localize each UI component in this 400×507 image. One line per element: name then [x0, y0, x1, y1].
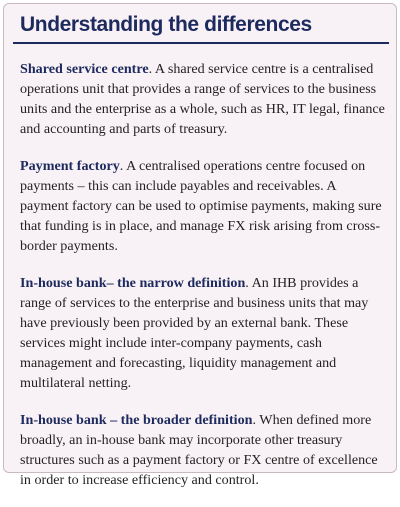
title-underline	[13, 42, 389, 44]
box-body	[20, 59, 386, 507]
definition-term: Shared service centre	[20, 61, 149, 77]
definition-term: In-house bank– the narrow definition	[20, 275, 246, 291]
definition-in-house-bank-broad	[20, 410, 386, 490]
definition-text: . When defined more broadly, an in-house bank may incorporate other treasury structures such as a payment factory or FX centre of excellence in order to increase efficiency and control.	[20, 412, 378, 488]
definition-text: . An IHB provides a range of services to the enterprise and business units that may have previously been provided by an external bank. These services might include inter-company payments, cash management and forecasting, liquidity management and multilateral netting.	[20, 275, 369, 391]
info-box	[3, 3, 397, 488]
box-header	[13, 8, 389, 44]
definition-payment-factory	[20, 156, 386, 256]
definition-term: In-house bank – the broader definition	[20, 412, 253, 428]
definition-in-house-bank-narrow	[20, 273, 386, 393]
definition-text: . A shared service centre is a centralised operations unit that provides a range of services to the business units and the enterprise as a whole, such as HR, IT legal, finance and accounting and parts of treasury.	[20, 61, 385, 137]
definition-shared-service-centre	[20, 59, 386, 139]
definition-text: . A centralised operations centre focused on payments – this can include payables and receivables. A payment factory can be used to optimise payments, making sure that funding is in place, and manage FX risk arising from cross-border payments.	[20, 158, 382, 254]
box-title: Understanding the differences	[20, 13, 312, 36]
definition-term: Payment factory	[20, 158, 120, 174]
